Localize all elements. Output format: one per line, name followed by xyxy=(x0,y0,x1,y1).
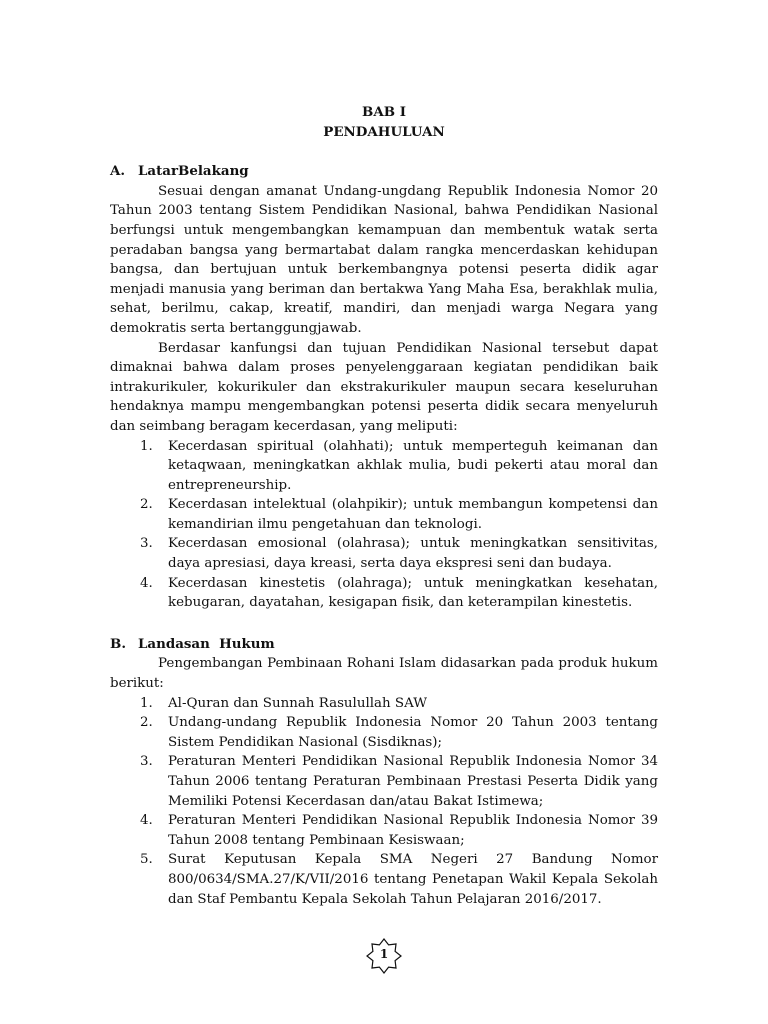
section-a-title: LatarBelakang xyxy=(138,163,249,180)
page-number: 1 xyxy=(379,947,389,961)
intelligence-list xyxy=(110,437,658,613)
chapter-title: PENDAHULUAN xyxy=(323,123,445,140)
section-b-label: B. xyxy=(110,635,126,652)
list-item: 2. Kecerdasan intelektual (olahpikir); untuk membangun kompetensi dan kemandirian ilmu pengetahuan dan teknologi. xyxy=(140,497,658,532)
list-item: 2. Undang-undang Republik Indonesia Nomor 20 Tahun 2003 tentang Sistem Pendidikan Nasional (Sisdiknas); xyxy=(140,715,658,750)
list-item: 4. Kecerdasan kinestetis (olahraga); untuk meningkatkan kesehatan, kebugaran, dayatahan, kesigapan fisik, dan keterampilan kinestetis. xyxy=(140,575,658,611)
list-item: 3. Peraturan Menteri Pendidikan Nasional Republik Indonesia Nomor 34 Tahun 2006 tentang Peraturan Pembinaan Prestasi Peserta Didik yang Memiliki Potensi Kecerdasan dan/atau Bakat Istimewa; xyxy=(140,754,658,809)
section-b-heading xyxy=(110,635,658,655)
list-item: 5. Surat Keputusan Kepala SMA Negeri 27 Bandung Nomor 800/0634/SMA.27/K/VII/2016 tentang Penetapan Wakil Kepala Sekolah dan Staf Pembantu Kepala Sekolah Tahun Pelajaran 2016/2017. xyxy=(140,852,658,907)
list-item: 3. Kecerdasan emosional (olahrasa); untuk meningkatkan sensitivitas, daya apresiasi, daya kreasi, serta daya ekspresi seni dan budaya. xyxy=(140,536,658,572)
page-number-badge xyxy=(366,938,402,974)
chapter-number: BAB I xyxy=(362,104,406,120)
section-a-paragraph-1: Sesuai dengan amanat Undang-ungdang Republik Indonesia Nomor 20 Tahun 2003 tentang Sistem Pendidikan Nasional, bahwa Pendidikan Nasional berfungsi untuk mengembangkan kemampuan dan membentuk watak serta peradaban bangsa yang bermartabat dalam rangka mencerdaskan kehidupan bangsa, dan bertujuan untuk berkembangnya potensi peserta didik agar menjadi manusia yang beriman dan bertakwa Yang Maha Esa, berakhlak mulia, sehat, berilmu, cakap, kreatif, mandiri, dan menjadi warga Negara yang demokratis serta bertanggungjawab. xyxy=(110,183,658,336)
document-body xyxy=(110,103,658,909)
list-item: 1. Al-Quran dan Sunnah Rasulullah SAW xyxy=(140,695,427,711)
section-a-heading xyxy=(110,162,658,182)
section-b-title: Landasan Hukum xyxy=(138,635,275,652)
legal-basis-list xyxy=(110,694,658,910)
list-item: 4. Peraturan Menteri Pendidikan Nasional Republik Indonesia Nomor 39 Tahun 2008 tentang Pembinaan Kesiswaan; xyxy=(140,813,658,848)
section-b-intro: Pengembangan Pembinaan Rohani Islam didasarkan pada produk hukum berikut: xyxy=(110,656,658,692)
list-item: 1. Kecerdasan spiritual (olahhati); untuk memperteguh keimanan dan ketaqwaan, meningkatkan akhlak mulia, budi pekerti atau moral dan entrepreneurship. xyxy=(140,438,658,493)
section-a-paragraph-2: Berdasar kanfungsi dan tujuan Pendidikan Nasional tersebut dapat dimaknai bahwa dalam proses penyelenggaraan kegiatan pendidikan baik intrakurikuler, kokurikuler dan ekstrakurikuler maupun secara keseluruhan hendaknya mampu mengembangkan potensi peserta didik secara menyeluruh dan seimbang beragam kecerdasan, yang meliputi: xyxy=(110,340,658,434)
section-a-label: A. xyxy=(110,163,126,180)
